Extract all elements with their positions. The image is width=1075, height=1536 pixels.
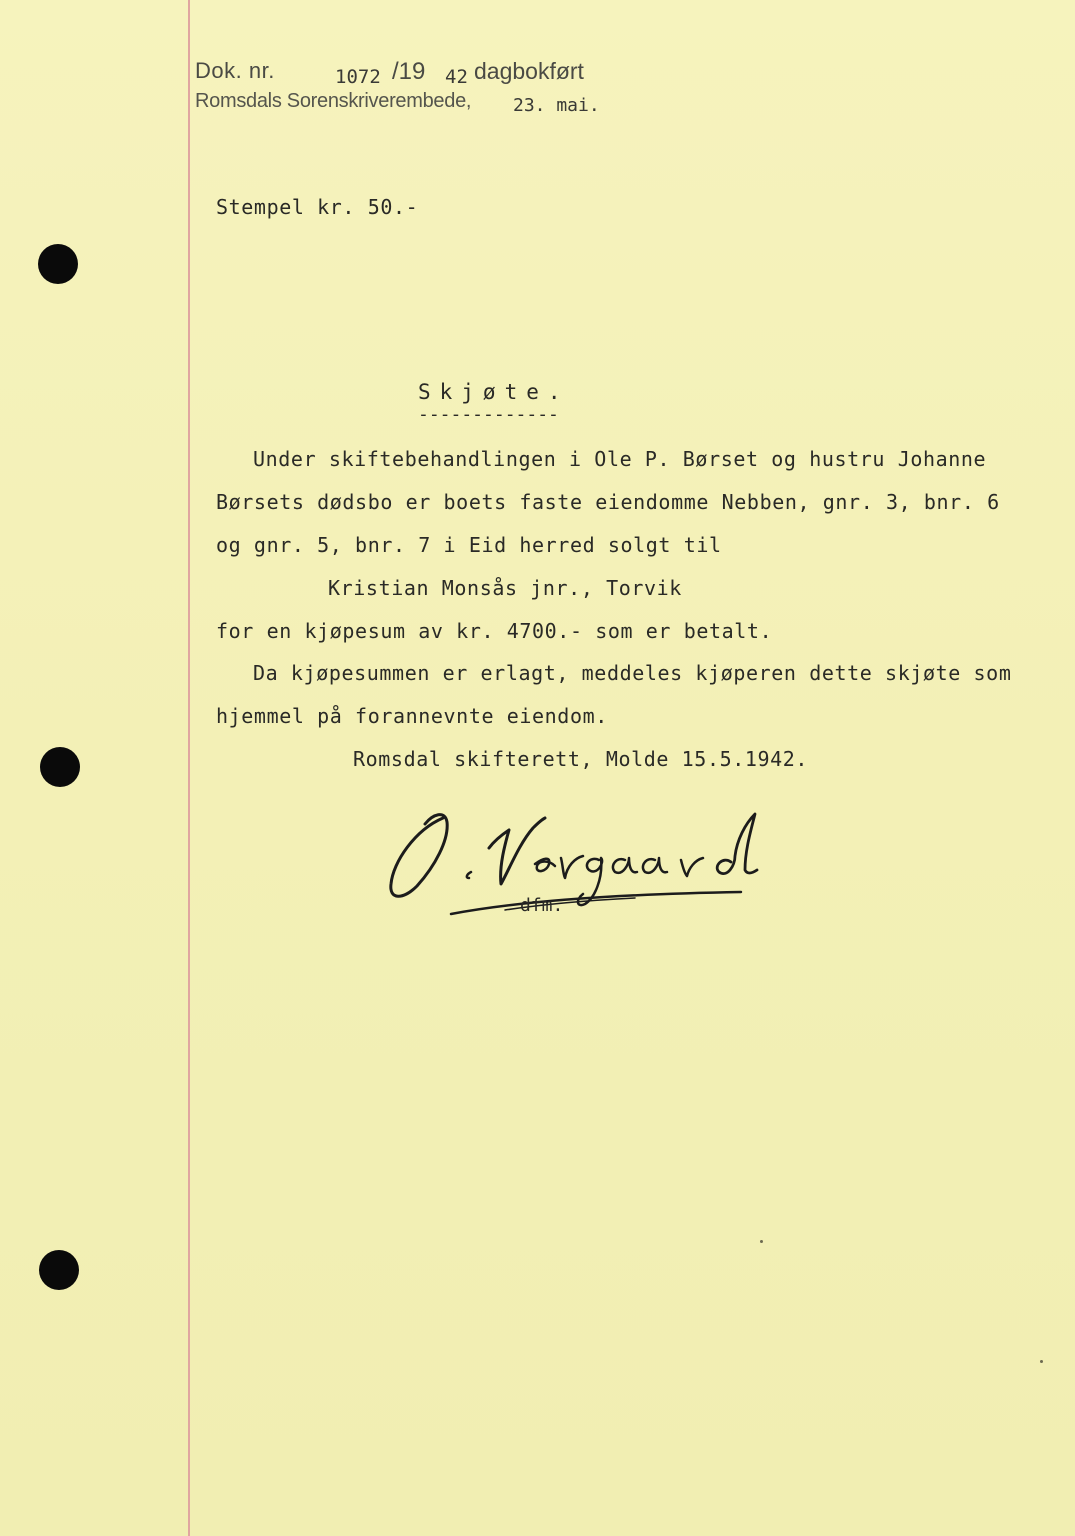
body-line-5: Da kjøpesummen er erlagt, meddeles kjøperen dette skjøte som xyxy=(253,661,1012,685)
signature-title: dfm. xyxy=(520,895,564,916)
stamp-office: Romsdals Sorenskriverembede, xyxy=(195,90,472,112)
body-line-6: hjemmel på forannevnte eiendom. xyxy=(216,704,608,728)
signature-image xyxy=(385,800,785,920)
title-underline: ------------- xyxy=(418,404,559,425)
body-line-1: Under skiftebehandlingen i Ole P. Børset og hustru Johanne xyxy=(253,447,987,471)
body-line-4: for en kjøpesum av kr. 4700.- som er betalt. xyxy=(216,619,773,643)
stamp-year-suffix: 42 xyxy=(445,66,468,88)
punch-hole-bottom xyxy=(39,1250,79,1290)
punch-hole-middle xyxy=(40,747,80,787)
paper-speck xyxy=(1040,1360,1043,1363)
margin-line xyxy=(188,0,190,1536)
body-line-2: Børsets dødsbo er boets faste eiendomme Nebben, gnr. 3, bnr. 6 xyxy=(216,490,1000,514)
stamp-year-prefix: /19 xyxy=(392,58,426,85)
body-line-3: og gnr. 5, bnr. 7 i Eid herred solgt til xyxy=(216,533,722,557)
stamp-fee: Stempel kr. 50.- xyxy=(216,195,419,219)
punch-hole-top xyxy=(38,244,78,284)
stamp-logged: dagbokført xyxy=(474,58,584,84)
paper-speck xyxy=(760,1240,763,1243)
stamp-date: 23. mai. xyxy=(513,95,600,116)
place-date-line: Romsdal skifterett, Molde 15.5.1942. xyxy=(353,747,809,771)
registration-stamp xyxy=(195,58,655,128)
stamp-label: Dok. nr. xyxy=(195,58,275,83)
buyer-line: Kristian Monsås jnr., Torvik xyxy=(328,576,682,600)
stamp-doc-number: 1072 xyxy=(335,66,381,88)
document-title: Skjøte. xyxy=(418,380,570,404)
